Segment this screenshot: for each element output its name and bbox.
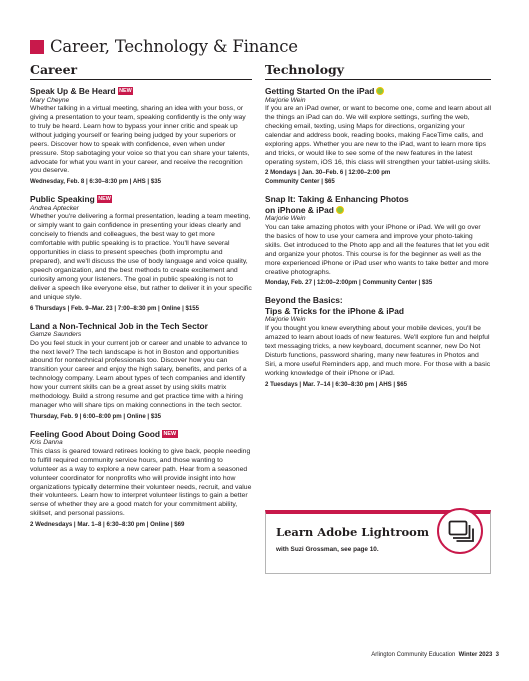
course-title-text: Feeling Good About Doing Good — [30, 428, 160, 439]
course-description: Whether talking in a virtual meeting, sharing an idea with your boss, or giving a presentation to your team, speaking confidently is the only way to truly be heard. Learn how to bypass your inner critic and speak up without judging yourself or fearing being judged by your superiors or peers. Discover how to speak with confidence, even when under pressure. Stop sabotaging your voice so that you can share your talents, advocate for what you want in your career, and receive the recognition you deserve. — [30, 105, 250, 175]
course-title-line2 — [265, 205, 491, 216]
course-title — [30, 429, 252, 440]
course-instructor: Mary Cheyne — [30, 96, 70, 104]
course-speak-up — [30, 86, 252, 186]
career-column — [30, 62, 252, 537]
course-schedule: 2 Wednesdays | Mar. 1–8 | 6:30–8:30 pm | Online | $69 — [30, 521, 185, 529]
new-badge: NEW — [163, 430, 177, 437]
course-title-text: Speak Up & Be Heard — [30, 86, 116, 96]
course-description: You can take amazing photos with your iPhone or iPad. We will go over the basics of how to use your camera and improve your photo-taking skills. Get introduced to the Photo app and all the features that let you edit and organize your photos. This course is for the beginner as well as the more experienced iPhone or iPad user who wants to take better and more creative photographs. — [265, 224, 490, 276]
footer-page-number: 3 — [495, 652, 499, 658]
course-schedule: Monday, Feb. 27 | 12:00–2:00pm | Community Center | $35 — [265, 279, 433, 287]
course-title-text: Public Speaking — [30, 194, 95, 205]
course-instructor: Marjorie Wein — [265, 215, 306, 223]
ipad-icon — [336, 206, 344, 214]
lightroom-promo-box — [265, 510, 491, 574]
course-title-text: Getting Started On the iPad — [265, 86, 375, 96]
course-instructor: Marjorie Wein — [265, 316, 306, 324]
course-feeling-good — [30, 429, 252, 529]
course-title: Beyond the Basics: — [265, 295, 343, 306]
course-location-price: Community Center | $65 — [265, 178, 335, 186]
course-schedule: 6 Thursdays | Feb. 9–Mar. 23 | 7:00–8:30 pm | Online | $155 — [30, 304, 200, 312]
course-schedule: 2 Mondays | Jan. 30–Feb. 6 | 12:00–2:00 pm — [265, 169, 391, 177]
course-title-text: Land a Non-Technical Job in the Tech Sector — [30, 320, 208, 331]
promo-subtitle: with Suzi Grossman, see page 10. — [276, 546, 379, 553]
new-badge: NEW — [119, 88, 132, 94]
photo-stack-icon — [437, 508, 483, 554]
course-title-text: on iPhone & iPad — [265, 204, 334, 215]
course-schedule: Thursday, Feb. 9 | 6:00–8:00 pm | Online | $35 — [30, 412, 161, 420]
section-header — [30, 37, 298, 56]
course-description: This class is geared toward retirees looking to give back, people needing to fulfill required community service hours, and those wanting to volunteer as a way to explore a new career path. Hear from a seasoned volunteer coordinator for nonprofits who will provide insight into how organizations typically determine their volunteer needs, recruit, and value their volunteers. Learn how to interpret volunteer listings to gain a better sense of whether they are a good match for your commitment ability, skillset, and personal passions. — [30, 447, 252, 518]
promo-title: Learn Adobe Lightroom — [276, 525, 430, 539]
course-description: Do you feel stuck in your current job or career and unable to advance to the next level? The tech landscape is hot in Boston and opportunities abound for nontechnical professionals too. Discover how you can transition your career and enjoy the high salary, benefits, and perks of a technology company. Learn about types of tech companies and identify how your current skills can be a great asset by using skills matrix methodology. Build a strong resume and get practice time with a hiring manager who will share tips on making connections in the tech sector. — [30, 339, 248, 409]
ipad-icon — [376, 87, 384, 95]
footer-org: Arlington Community Education — [371, 652, 456, 658]
course-title: Snap It: Taking & Enhancing Photos — [265, 194, 409, 205]
section-marker-square — [30, 40, 44, 54]
course-tech-sector-job — [30, 321, 252, 421]
course-beyond-basics — [265, 295, 491, 388]
course-description: Whether you're delivering a formal presentation, leading a team meeting, or simply want to gain confidence in presenting your ideas clearly and concisely to friends and colleagues, the best way to get more comfortable with public speaking is to practice. You'll have several opportunities in class to present speeches (both impromptu and prepared), and we'll discuss the use of body language and voice quality, speech organization, and the best methods to create excitement and curiosity among your listeners. The goal in public speaking is not to deliver a speech like everyone else, but rather to deliver it in your specific and unique style. — [30, 213, 252, 301]
page-footer — [371, 652, 499, 658]
course-snap-it — [265, 194, 491, 287]
course-instructor: Andrea Aptecker — [30, 204, 79, 212]
course-title-line2: Tips & Tricks for the iPhone & iPad — [265, 305, 404, 316]
course-description: If you thought you knew everything about your mobile devices, you'll be amazed to learn about loads of new features. We'll explore fun and helpful text messaging tricks, a new keyboard, document scanner, new Do Not Disturb functions, password sharing, many new features in Photos and Siri, a more useful Reminders app, and much more. For those with a basic working knowledge of their iPhone or iPad. — [265, 325, 491, 377]
course-instructor: Gamze Saunders — [30, 331, 82, 338]
course-title — [30, 321, 252, 332]
course-instructor: Marjorie Wein — [265, 96, 306, 104]
course-schedule: 2 Tuesdays | Mar. 7–14 | 6:30–8:30 pm | AHS | $65 — [265, 380, 407, 388]
new-badge: NEW — [98, 196, 111, 203]
course-ipad-getting-started — [265, 86, 491, 186]
course-title — [265, 86, 491, 97]
career-heading: Career — [30, 62, 252, 80]
course-description: If you are an iPad owner, or want to become one, come and learn about all the things an iPad can do. We will explore settings, surfing the web, checking email, texting, using Maps for directions, organizing your calendar and address book, reading books, making FaceTime calls, and exploring apps. Whether you are new to the iPad, want to learn more tips and tricks, or would like to see some of the new features in the latest operating system, iOS 16, this class will strengthen your tablet-using skills. — [265, 105, 491, 166]
course-public-speaking — [30, 194, 252, 312]
technology-heading: Technology — [265, 62, 491, 80]
course-instructor: Kris Danna — [30, 439, 63, 447]
technology-column — [265, 62, 491, 397]
course-title — [30, 194, 252, 205]
course-title — [30, 86, 252, 97]
page-title: Career, Technology & Finance — [50, 37, 298, 56]
footer-season: Winter 2023 — [458, 652, 493, 658]
course-schedule: Wednesday, Feb. 8 | 6:30–8:30 pm | AHS | $35 — [30, 178, 161, 186]
